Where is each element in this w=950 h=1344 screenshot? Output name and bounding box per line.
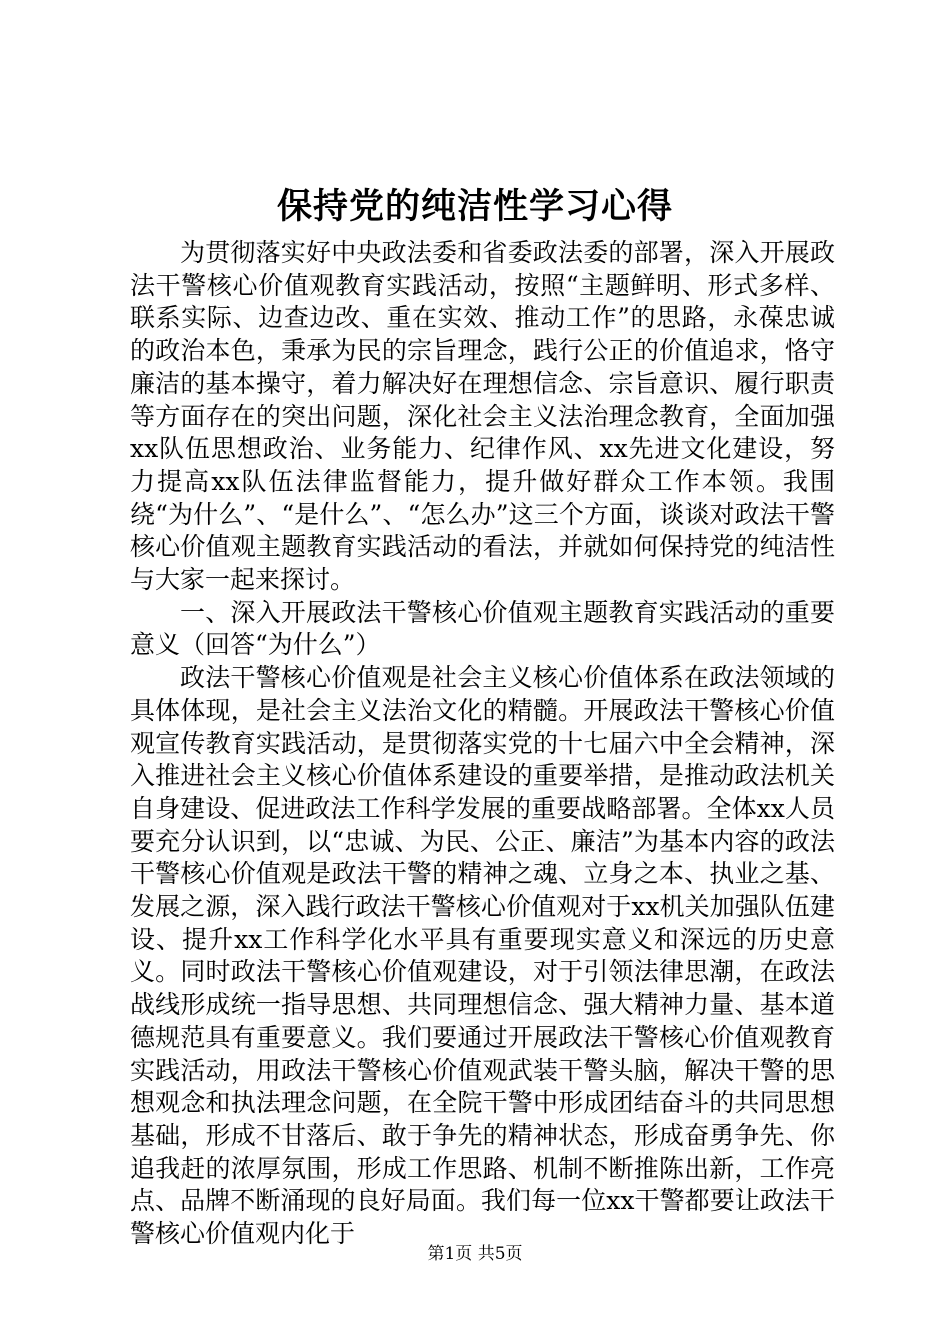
document-title: 保持党的纯洁性学习心得 xyxy=(276,186,673,227)
page-footer: 第1页 共5页 xyxy=(427,1244,523,1264)
paragraph-section-1: 政法干警核心价值观是社会主义核心价值体系在政法领域的具体体现，是社会主义法治文化的精髓。开展政法干警核心价值观宣传教育实践活动，是贯彻落实党的十七届六中全会精神，深入推进社会主义核心价值体系建设的重要举措，是推动政法机关自身建设、促进政法工作科学发展的重要战略部署。全体xx人员要充分认识到，以“忠诚、为民、公正、廉洁”为基本内容的政法干警核心价值观是政法干警的精神之魂、立身之本、执业之基、发展之源，深入践行政法干警核心价值观对于xx机关加强队伍建设、提升xx工作科学化水平具有重要现实意义和深远的历史意义。同时政法干警核心价值观建设，对于引领法律思潮，在政法战线形成统一指导思想、共同理想信念、强大精神力量、基本道德规范具有重要意义。我们要通过开展政法干警核心价值观教育实践活动，用政法干警核心价值观武装干警头脑，解决干警的思想观念和执法理念问题，在全院干警中形成团结奋斗的共同思想基础，形成不甘落后、敢于争先的精神状态，形成奋勇争先、你追我赶的浓厚氛围，形成工作思路、机制不断推陈出新，工作亮点、品牌不断涌现的良好局面。我们每一位xx干警都要让政法干警核心价值观内化于 xyxy=(130,663,835,1249)
section-heading-1: 一、深入开展政法干警核心价值观主题教育实践活动的重要意义（回答“为什么”） xyxy=(130,597,835,660)
paragraph-intro: 为贯彻落实好中央政法委和省委政法委的部署，深入开展政法干警核心价值观教育实践活动，按照“主题鲜明、形式多样、联系实际、边查边改、重在实效、推动工作”的思路，永葆忠诚的政治本色，秉承为民的宗旨理念，践行公正的价值追求，恪守廉洁的基本操守，着力解决好在理想信念、宗旨意识、履行职责等方面存在的突出问题，深化社会主义法治理念教育，全面加强xx队伍思想政治、业务能力、纪律作风、xx先进文化建设，努力提高xx队伍法律监督能力，提升做好群众工作本领。我围绕“为什么”、“是什么”、“怎么办”这三个方面，谈谈对政法干警核心价值观主题教育实践活动的看法，并就如何保持党的纯洁性与大家一起来探讨。 xyxy=(130,238,835,595)
document-body xyxy=(130,237,835,1251)
